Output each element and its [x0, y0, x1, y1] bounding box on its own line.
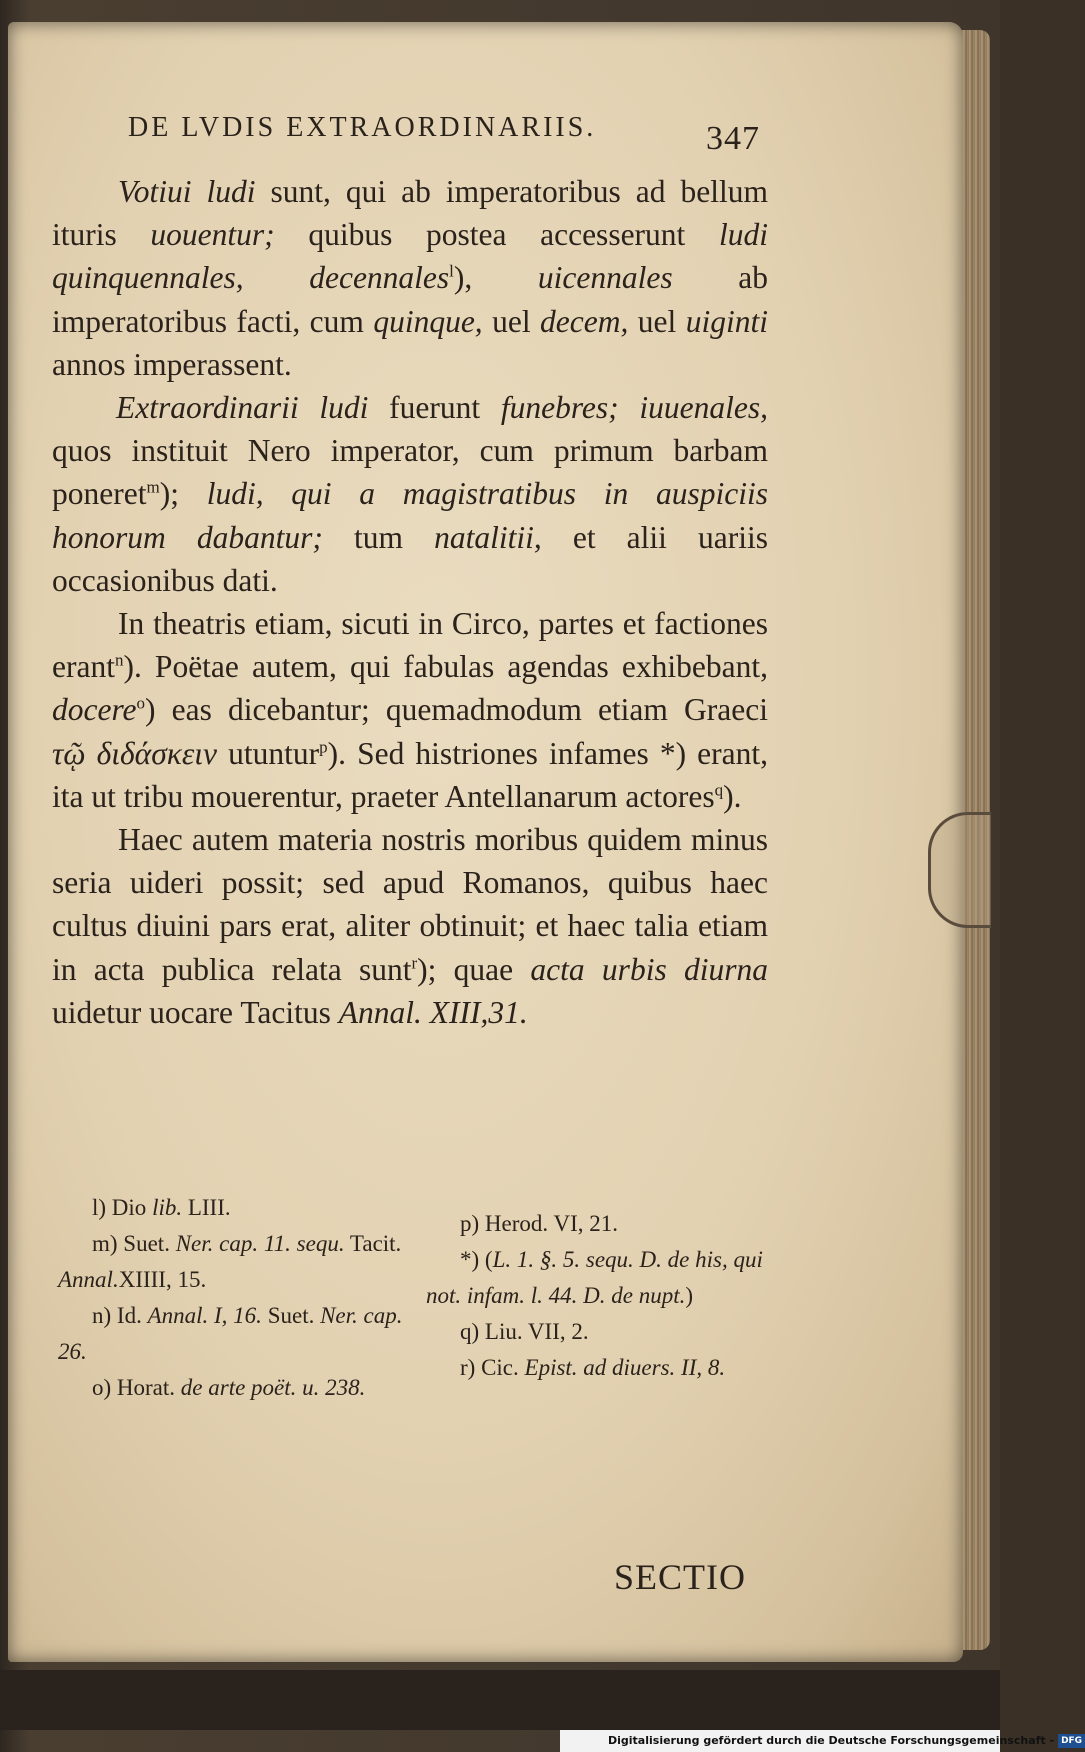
text-span: L. 1. §. 5. sequ. D. de his, qui not. infam. l. 44. D. de nupt.	[426, 1247, 763, 1308]
text-span: l) Dio	[92, 1195, 153, 1220]
footnote-ref: o	[136, 693, 146, 713]
text-span: n) Id.	[92, 1303, 148, 1328]
text-span: lib.	[152, 1195, 183, 1220]
text-span: Annal.	[58, 1267, 119, 1292]
text-span: utuntur	[217, 735, 320, 771]
text-span: Annal. XIII,31.	[338, 994, 528, 1030]
dfg-logo: DFG	[1058, 1734, 1085, 1748]
text-span: decem,	[540, 303, 629, 339]
text-span: );	[159, 476, 207, 512]
paragraph-materia	[52, 818, 768, 1034]
text-span: Epist. ad diuers. II, 8.	[524, 1355, 726, 1380]
text-span: annos imperassent.	[52, 346, 292, 382]
digitization-credit	[560, 1730, 1083, 1752]
text-span: p) Herod. VI, 21.	[460, 1211, 618, 1236]
footnote-n	[58, 1298, 408, 1370]
text-span: ); quae	[417, 951, 531, 987]
page-number: 347	[706, 120, 760, 157]
running-head: DE LVDIS EXTRAORDINARIIS.	[128, 112, 597, 143]
footnotes-right-column	[426, 1206, 771, 1386]
catchword: SECTIO	[614, 1557, 746, 1597]
text-span: uiginti	[685, 303, 768, 339]
text-span: uel	[628, 303, 686, 339]
text-span: *) (	[460, 1247, 493, 1272]
text-span: ). Poëtae autem, qui fabulas agendas exhibebant,	[123, 649, 768, 685]
text-span: quinque,	[373, 303, 483, 339]
footnote-r	[426, 1350, 771, 1386]
text-span: ludi quinquennales, decennales	[52, 217, 768, 296]
text-span: de arte poët. u. 238.	[180, 1375, 366, 1400]
text-span: tum	[322, 519, 435, 555]
footnote-ref: n	[114, 650, 124, 670]
text-span: fuerunt	[368, 390, 501, 426]
text-span: ludi, qui a magistratibus in auspiciis honorum dabantur;	[52, 476, 768, 555]
footnote-m	[58, 1226, 408, 1298]
text-span: m) Suet.	[92, 1231, 176, 1256]
body-text	[52, 170, 768, 1034]
text-span: XIIII, 15.	[118, 1267, 207, 1292]
footnote-q	[426, 1314, 771, 1350]
text-span: docere	[52, 692, 137, 728]
text-span: uouentur;	[150, 217, 275, 253]
footnote-ref: r	[411, 953, 418, 973]
text-span: ),	[453, 260, 538, 296]
text-span: sunt, qui ab imperatoribus ad bellum ituris	[52, 174, 768, 253]
text-span: uicennales	[537, 260, 673, 296]
paragraph-extraordinarii	[52, 386, 768, 602]
text-span: LIII.	[182, 1195, 231, 1220]
text-span: et alii uariis occasionibus dati.	[52, 519, 768, 598]
footnote-star	[426, 1242, 771, 1314]
text-span: acta urbis diurna	[530, 951, 768, 987]
text-span: ).	[723, 778, 742, 814]
text-span: Votiui ludi	[118, 174, 256, 209]
text-span: natalitii,	[434, 519, 542, 555]
greek-text: τῷ διδάσκειν	[52, 735, 217, 771]
text-span: o) Horat.	[92, 1375, 181, 1400]
paragraph-votiui	[52, 170, 768, 386]
text-span: Extraordinarii ludi	[116, 390, 369, 426]
footnotes-left-column	[58, 1190, 408, 1406]
footnote-o	[58, 1370, 408, 1406]
text-span: q) Liu. VII, 2.	[460, 1319, 589, 1344]
text-span: Suet.	[261, 1303, 321, 1328]
footnote-p	[426, 1206, 771, 1242]
text-span: Ner. cap. 26.	[58, 1303, 403, 1364]
text-span: Tacit.	[344, 1231, 402, 1256]
text-span: uel	[482, 303, 541, 339]
paragraph-theatris	[52, 602, 768, 818]
text-span: quibus postea accesserunt	[274, 217, 719, 253]
footnote-l	[58, 1190, 408, 1226]
text-span: quos instituit Nero imperator, cum primum barbam poneret	[52, 433, 768, 512]
footnote-ref: m	[146, 477, 160, 497]
text-span: r) Cic.	[460, 1355, 525, 1380]
footnote-ref: p	[319, 737, 328, 757]
text-span: Ner. cap. 11. sequ.	[175, 1231, 345, 1256]
text-span: Haec autem materia nostris moribus quidem minus seria uideri possit; sed apud Romanos, quibus haec cultus diuini pars erat, aliter obtinuit; et haec talia etiam in acta publica relata sunt	[52, 822, 768, 987]
footnote-ref: l	[449, 261, 454, 281]
text-span: ). Sed histriones infames *) erant, ita ut tribu mouerentur, praeter Antellanarum actores	[52, 735, 769, 814]
text-span: Annal. I, 16.	[147, 1303, 262, 1328]
text-span: In theatris etiam, sicuti in Circo, partes et factiones erant	[52, 606, 768, 685]
text-span: uidetur uocare Tacitus	[52, 994, 339, 1030]
text-span: ab imperatoribus facti, cum	[52, 260, 768, 339]
credit-text: Digitalisierung gefördert durch die Deutsche Forschungsgemeinschaft -	[608, 1734, 1055, 1747]
text-span: )	[685, 1283, 694, 1308]
footnote-ref: q	[714, 780, 724, 800]
text-span: ) eas dicebantur; quemadmodum etiam Graeci	[145, 692, 768, 728]
text-span: funebres; iuuenales,	[500, 390, 769, 426]
